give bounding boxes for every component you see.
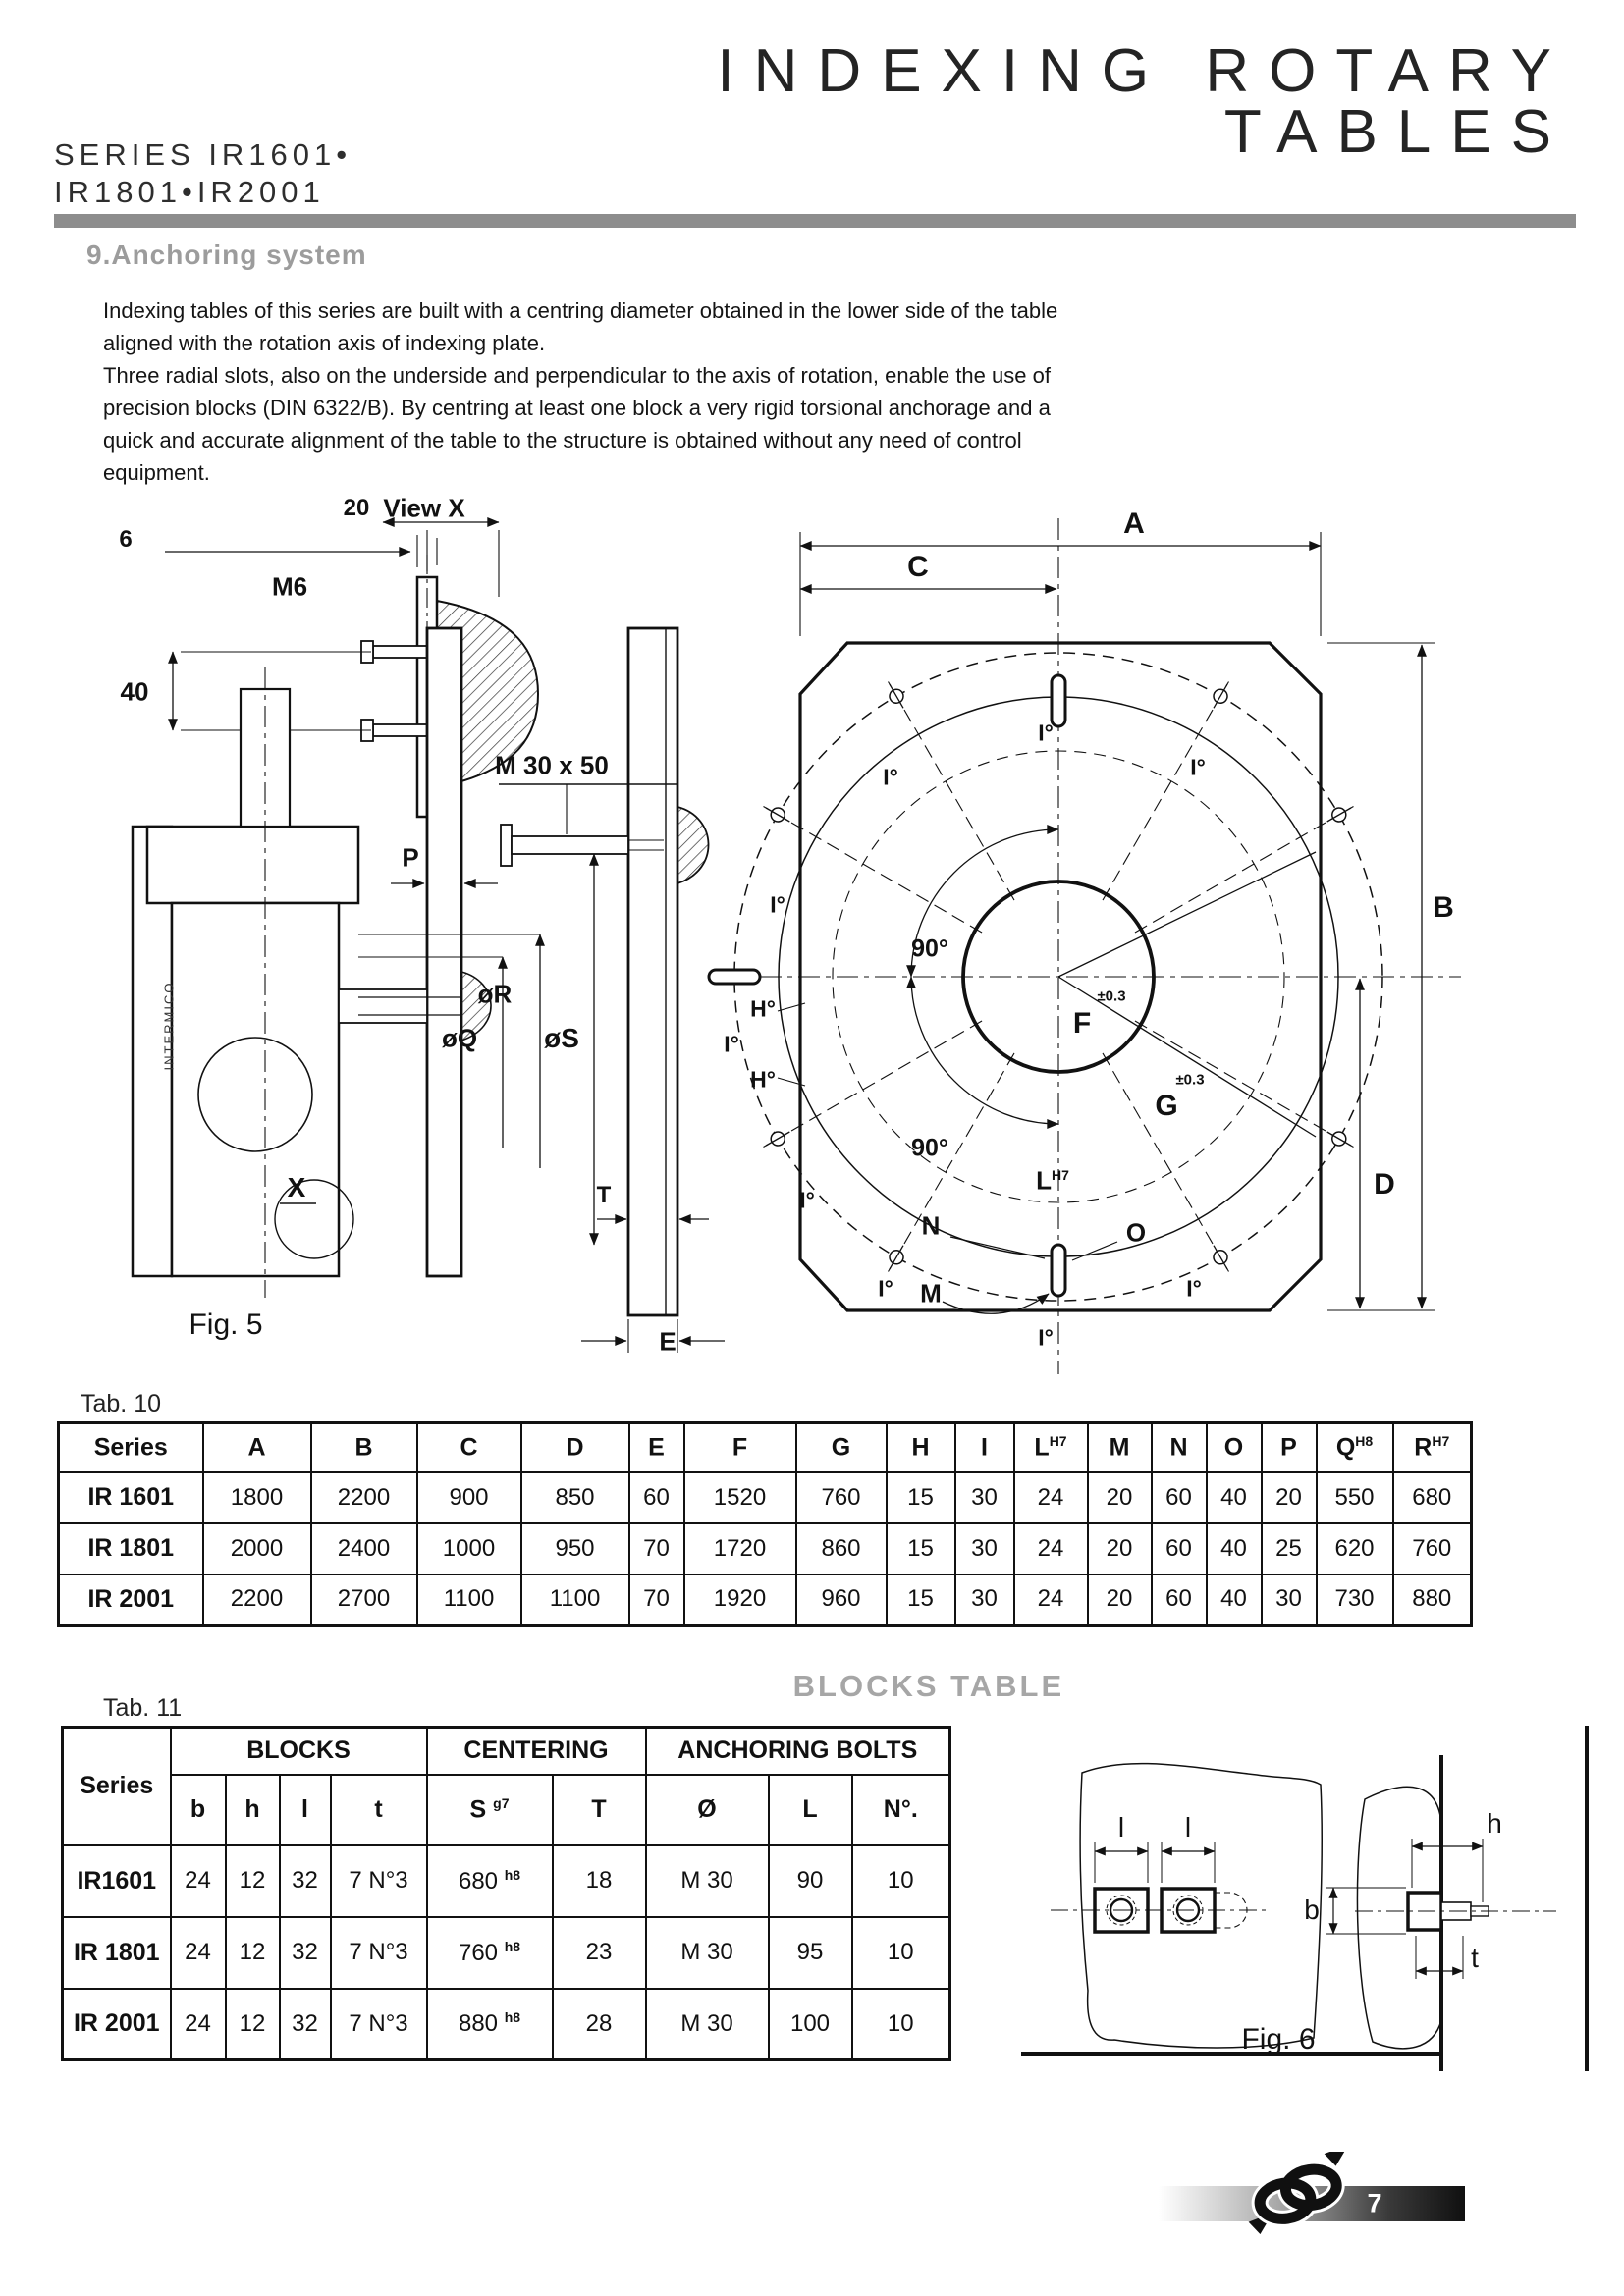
value-cell: 1920 bbox=[684, 1575, 796, 1626]
series-cell: IR 2001 bbox=[63, 1989, 171, 2060]
dim-label-o: O bbox=[1125, 1217, 1147, 1248]
angle-label-h2: H° bbox=[750, 1066, 776, 1093]
angle-label-i-8: I° bbox=[1186, 1275, 1202, 1302]
dim-label-6: 6 bbox=[119, 526, 133, 553]
body-paragraph-2: Three radial slots, also on the underside and perpendicular to the axis of rotation, enable the use of precision blocks (DIN 6322/B). By centring at least one block a very rigid torsional anchorage and a quick and accurate alignment of the table to the structure is obtained without any need of control equipment. bbox=[103, 363, 1051, 485]
dim-label-f: F bbox=[1072, 1007, 1092, 1040]
page-title-line1: INDEXING ROTARY bbox=[717, 37, 1571, 105]
value-cell: 24 bbox=[1014, 1523, 1088, 1575]
angle-label-h1: H° bbox=[750, 995, 776, 1022]
value-cell: 12 bbox=[226, 1989, 280, 2060]
value-cell: 1100 bbox=[521, 1575, 629, 1626]
page-number: 7 bbox=[1367, 2188, 1382, 2218]
dim-label-l-2: l bbox=[1184, 1812, 1192, 1842]
tab10-col-r: $R^{H7}$ bbox=[1393, 1423, 1472, 1472]
value-cell: 2200 bbox=[203, 1575, 311, 1626]
value-cell: 2000 bbox=[203, 1523, 311, 1575]
value-cell: 2700 bbox=[311, 1575, 417, 1626]
tab11-group-centering: CENTERING bbox=[427, 1728, 646, 1775]
tab11-group-blocks: BLOCKS bbox=[171, 1728, 427, 1775]
tab11-group-row bbox=[63, 1728, 950, 1775]
tab11-label: Tab. 11 bbox=[103, 1694, 183, 1722]
dim-label-b: B bbox=[1433, 891, 1454, 924]
value-cell: 1800 bbox=[203, 1472, 311, 1523]
value-cell: 760 bbox=[1393, 1523, 1472, 1575]
series-cell: IR 1601 bbox=[59, 1472, 203, 1523]
fig6-caption: Fig. 6 bbox=[1241, 2023, 1316, 2056]
value-cell: 20 bbox=[1088, 1575, 1152, 1626]
value-cell: 60 bbox=[1152, 1575, 1207, 1626]
tab11-col-s: S $^{g7}$ bbox=[427, 1775, 553, 1845]
table-row bbox=[63, 1845, 950, 1917]
tolerance-label-g: ±0.3 bbox=[1175, 1071, 1205, 1089]
value-cell: 28 bbox=[553, 1989, 646, 2060]
tab10-col-n: N bbox=[1152, 1423, 1207, 1472]
value-cell: 20 bbox=[1262, 1472, 1317, 1523]
value-cell: 680 $^{h8}$ bbox=[427, 1845, 553, 1917]
tab10-col-c: C bbox=[417, 1423, 521, 1472]
value-cell: 40 bbox=[1207, 1523, 1262, 1575]
angle-label-i-2: I° bbox=[883, 764, 898, 790]
tab11-col-t: t bbox=[331, 1775, 427, 1845]
tab10-col-d: D bbox=[521, 1423, 629, 1472]
tab11-col-series: Series bbox=[63, 1728, 171, 1845]
brand-logo-icon bbox=[1245, 2152, 1355, 2234]
value-cell: 900 bbox=[417, 1472, 521, 1523]
dim-label-40: 40 bbox=[120, 676, 149, 707]
value-cell: 620 bbox=[1317, 1523, 1393, 1575]
series-cell: IR 1801 bbox=[59, 1523, 203, 1575]
table-row bbox=[59, 1472, 1472, 1523]
angle-label-90-top: 90° bbox=[911, 934, 948, 963]
value-cell: 24 bbox=[171, 1845, 226, 1917]
value-cell: 880 $^{h8}$ bbox=[427, 1989, 553, 2060]
tab11-col-h: h bbox=[226, 1775, 280, 1845]
table-row bbox=[63, 1989, 950, 2060]
tab10-col-b: B bbox=[311, 1423, 417, 1472]
value-cell: 12 bbox=[226, 1917, 280, 1989]
tolerance-label-f: ±0.3 bbox=[1097, 988, 1126, 1005]
dim-label-p: P bbox=[402, 842, 419, 873]
detail-x-label: X bbox=[287, 1172, 306, 1202]
tab11-subheader-row bbox=[63, 1775, 950, 1845]
value-cell: 860 bbox=[796, 1523, 887, 1575]
table-row bbox=[59, 1523, 1472, 1575]
dim-label-20: 20 bbox=[343, 495, 370, 521]
value-cell: 25 bbox=[1262, 1523, 1317, 1575]
value-cell: 32 bbox=[280, 1989, 331, 2060]
tab10-col-series: Series bbox=[59, 1423, 203, 1472]
tab11-col-diameter: Ø bbox=[646, 1775, 769, 1845]
tab10-col-g: G bbox=[796, 1423, 887, 1472]
value-cell: 850 bbox=[521, 1472, 629, 1523]
value-cell: 680 bbox=[1393, 1472, 1472, 1523]
angle-label-i-1: I° bbox=[1038, 720, 1054, 746]
tab10-col-p: P bbox=[1262, 1423, 1317, 1472]
value-cell: 760 $^{h8}$ bbox=[427, 1917, 553, 1989]
fig5-caption: Fig. 5 bbox=[189, 1308, 263, 1341]
dim-label-t: t bbox=[1471, 1943, 1479, 1973]
series-cell: IR 1801 bbox=[63, 1917, 171, 1989]
tab11-col-number: N°. bbox=[852, 1775, 950, 1845]
dim-label-l-sup: H7 bbox=[1051, 1166, 1069, 1183]
dim-label-h: h bbox=[1487, 1808, 1502, 1839]
series-title-line2: IR1801•IR2001 bbox=[54, 175, 325, 209]
section-body bbox=[103, 294, 1105, 489]
dim-label-m30x50: M 30 x 50 bbox=[495, 750, 609, 780]
tab10-col-q: $Q^{H8}$ bbox=[1317, 1423, 1393, 1472]
value-cell: 1000 bbox=[417, 1523, 521, 1575]
value-cell: 730 bbox=[1317, 1575, 1393, 1626]
tab10-col-h: H bbox=[887, 1423, 955, 1472]
value-cell: 10 bbox=[852, 1917, 950, 1989]
value-cell: 30 bbox=[1262, 1575, 1317, 1626]
value-cell: 90 bbox=[769, 1845, 852, 1917]
value-cell: 30 bbox=[955, 1472, 1014, 1523]
tab10-col-e: E bbox=[629, 1423, 684, 1472]
dimensions-table bbox=[57, 1421, 1473, 1627]
angle-label-i-9: I° bbox=[1038, 1324, 1054, 1351]
tab11-col-b: b bbox=[171, 1775, 226, 1845]
value-cell: 70 bbox=[629, 1575, 684, 1626]
header-divider-bar bbox=[54, 214, 1576, 228]
tab10-col-i: I bbox=[955, 1423, 1014, 1472]
value-cell: 70 bbox=[629, 1523, 684, 1575]
dim-label-l-h7 bbox=[1036, 1166, 1069, 1197]
dim-label-a: A bbox=[1123, 507, 1145, 540]
series-title-line1: SERIES IR1601• bbox=[54, 137, 352, 172]
value-cell: 100 bbox=[769, 1989, 852, 2060]
value-cell: 2200 bbox=[311, 1472, 417, 1523]
value-cell: 550 bbox=[1317, 1472, 1393, 1523]
brand-text-vertical: INTERMICO bbox=[161, 981, 177, 1071]
value-cell: 40 bbox=[1207, 1472, 1262, 1523]
value-cell: 24 bbox=[171, 1917, 226, 1989]
value-cell: 960 bbox=[796, 1575, 887, 1626]
dim-label-phi-r: øR bbox=[477, 979, 513, 1009]
value-cell: 15 bbox=[887, 1472, 955, 1523]
tab10-col-l: $L^{H7}$ bbox=[1014, 1423, 1088, 1472]
value-cell: 18 bbox=[553, 1845, 646, 1917]
table-row bbox=[63, 1917, 950, 1989]
angle-label-90-bottom: 90° bbox=[911, 1134, 948, 1162]
value-cell: 10 bbox=[852, 1845, 950, 1917]
value-cell: 7 N°3 bbox=[331, 1845, 427, 1917]
angle-label-i-4: I° bbox=[770, 891, 785, 918]
figure-5 bbox=[79, 461, 1512, 1374]
value-cell: 60 bbox=[1152, 1472, 1207, 1523]
value-cell: 20 bbox=[1088, 1523, 1152, 1575]
value-cell: 32 bbox=[280, 1917, 331, 1989]
tab11-col-l: l bbox=[280, 1775, 331, 1845]
body-paragraph-1: Indexing tables of this series are built with a centring diameter obtained in the lower side of the table aligned with the rotation axis of indexing plate. bbox=[103, 298, 1058, 355]
dim-label-c: C bbox=[907, 551, 929, 583]
value-cell: 60 bbox=[1152, 1523, 1207, 1575]
value-cell: 24 bbox=[171, 1989, 226, 2060]
value-cell: 2400 bbox=[311, 1523, 417, 1575]
dim-label-e: E bbox=[659, 1326, 677, 1357]
angle-label-i-3: I° bbox=[1190, 754, 1206, 780]
dim-label-l-1: l bbox=[1117, 1812, 1125, 1842]
section-heading: 9.Anchoring system bbox=[86, 240, 367, 270]
dim-label-n: N bbox=[921, 1210, 941, 1241]
value-cell: 12 bbox=[226, 1845, 280, 1917]
tab10-col-a: A bbox=[203, 1423, 311, 1472]
dim-label-t: T bbox=[596, 1182, 612, 1208]
value-cell: 60 bbox=[629, 1472, 684, 1523]
value-cell: 7 N°3 bbox=[331, 1989, 427, 2060]
value-cell: 950 bbox=[521, 1523, 629, 1575]
blocks-table bbox=[61, 1726, 951, 2061]
value-cell: 20 bbox=[1088, 1472, 1152, 1523]
tab10-header-row bbox=[59, 1423, 1472, 1472]
value-cell: 23 bbox=[553, 1917, 646, 1989]
table-row bbox=[59, 1575, 1472, 1626]
tab10-col-m: M bbox=[1088, 1423, 1152, 1472]
tab11-group-anchoring: ANCHORING BOLTS bbox=[646, 1728, 950, 1775]
tab10-col-o: O bbox=[1207, 1423, 1262, 1472]
dim-label-b: b bbox=[1304, 1895, 1320, 1925]
tab11-col-L: L bbox=[769, 1775, 852, 1845]
value-cell: 32 bbox=[280, 1845, 331, 1917]
view-x-label: View X bbox=[383, 493, 465, 523]
tab10-col-f: F bbox=[684, 1423, 796, 1472]
value-cell: 95 bbox=[769, 1917, 852, 1989]
figure-6 bbox=[1021, 1726, 1591, 2071]
value-cell: 1720 bbox=[684, 1523, 796, 1575]
value-cell: 760 bbox=[796, 1472, 887, 1523]
dim-label-g: G bbox=[1155, 1090, 1178, 1122]
value-cell: M 30 bbox=[646, 1845, 769, 1917]
page-title-line2: TABLES bbox=[1223, 98, 1571, 166]
value-cell: M 30 bbox=[646, 1989, 769, 2060]
value-cell: 24 bbox=[1014, 1472, 1088, 1523]
dim-label-m: M bbox=[920, 1278, 942, 1308]
value-cell: 1520 bbox=[684, 1472, 796, 1523]
value-cell: 10 bbox=[852, 1989, 950, 2060]
series-cell: IR 2001 bbox=[59, 1575, 203, 1626]
angle-label-i-7: I° bbox=[878, 1275, 893, 1302]
blocks-table-heading: BLOCKS TABLE bbox=[792, 1669, 1065, 1703]
dim-label-l-base: L bbox=[1036, 1165, 1052, 1196]
value-cell: 880 bbox=[1393, 1575, 1472, 1626]
value-cell: 24 bbox=[1014, 1575, 1088, 1626]
value-cell: 7 N°3 bbox=[331, 1917, 427, 1989]
dim-label-d: D bbox=[1374, 1168, 1395, 1201]
value-cell: 30 bbox=[955, 1575, 1014, 1626]
tab11-col-T: T bbox=[553, 1775, 646, 1845]
dim-label-m6: M6 bbox=[271, 571, 308, 602]
value-cell: 1100 bbox=[417, 1575, 521, 1626]
value-cell: M 30 bbox=[646, 1917, 769, 1989]
angle-label-i-6: I° bbox=[799, 1187, 815, 1213]
value-cell: 15 bbox=[887, 1575, 955, 1626]
angle-label-i-5: I° bbox=[724, 1031, 739, 1057]
value-cell: 15 bbox=[887, 1523, 955, 1575]
value-cell: 40 bbox=[1207, 1575, 1262, 1626]
tab10-label: Tab. 10 bbox=[81, 1390, 162, 1417]
dim-label-phi-q: øQ bbox=[441, 1023, 478, 1053]
dim-label-phi-s: øS bbox=[544, 1023, 579, 1053]
value-cell: 30 bbox=[955, 1523, 1014, 1575]
series-cell: IR1601 bbox=[63, 1845, 171, 1917]
